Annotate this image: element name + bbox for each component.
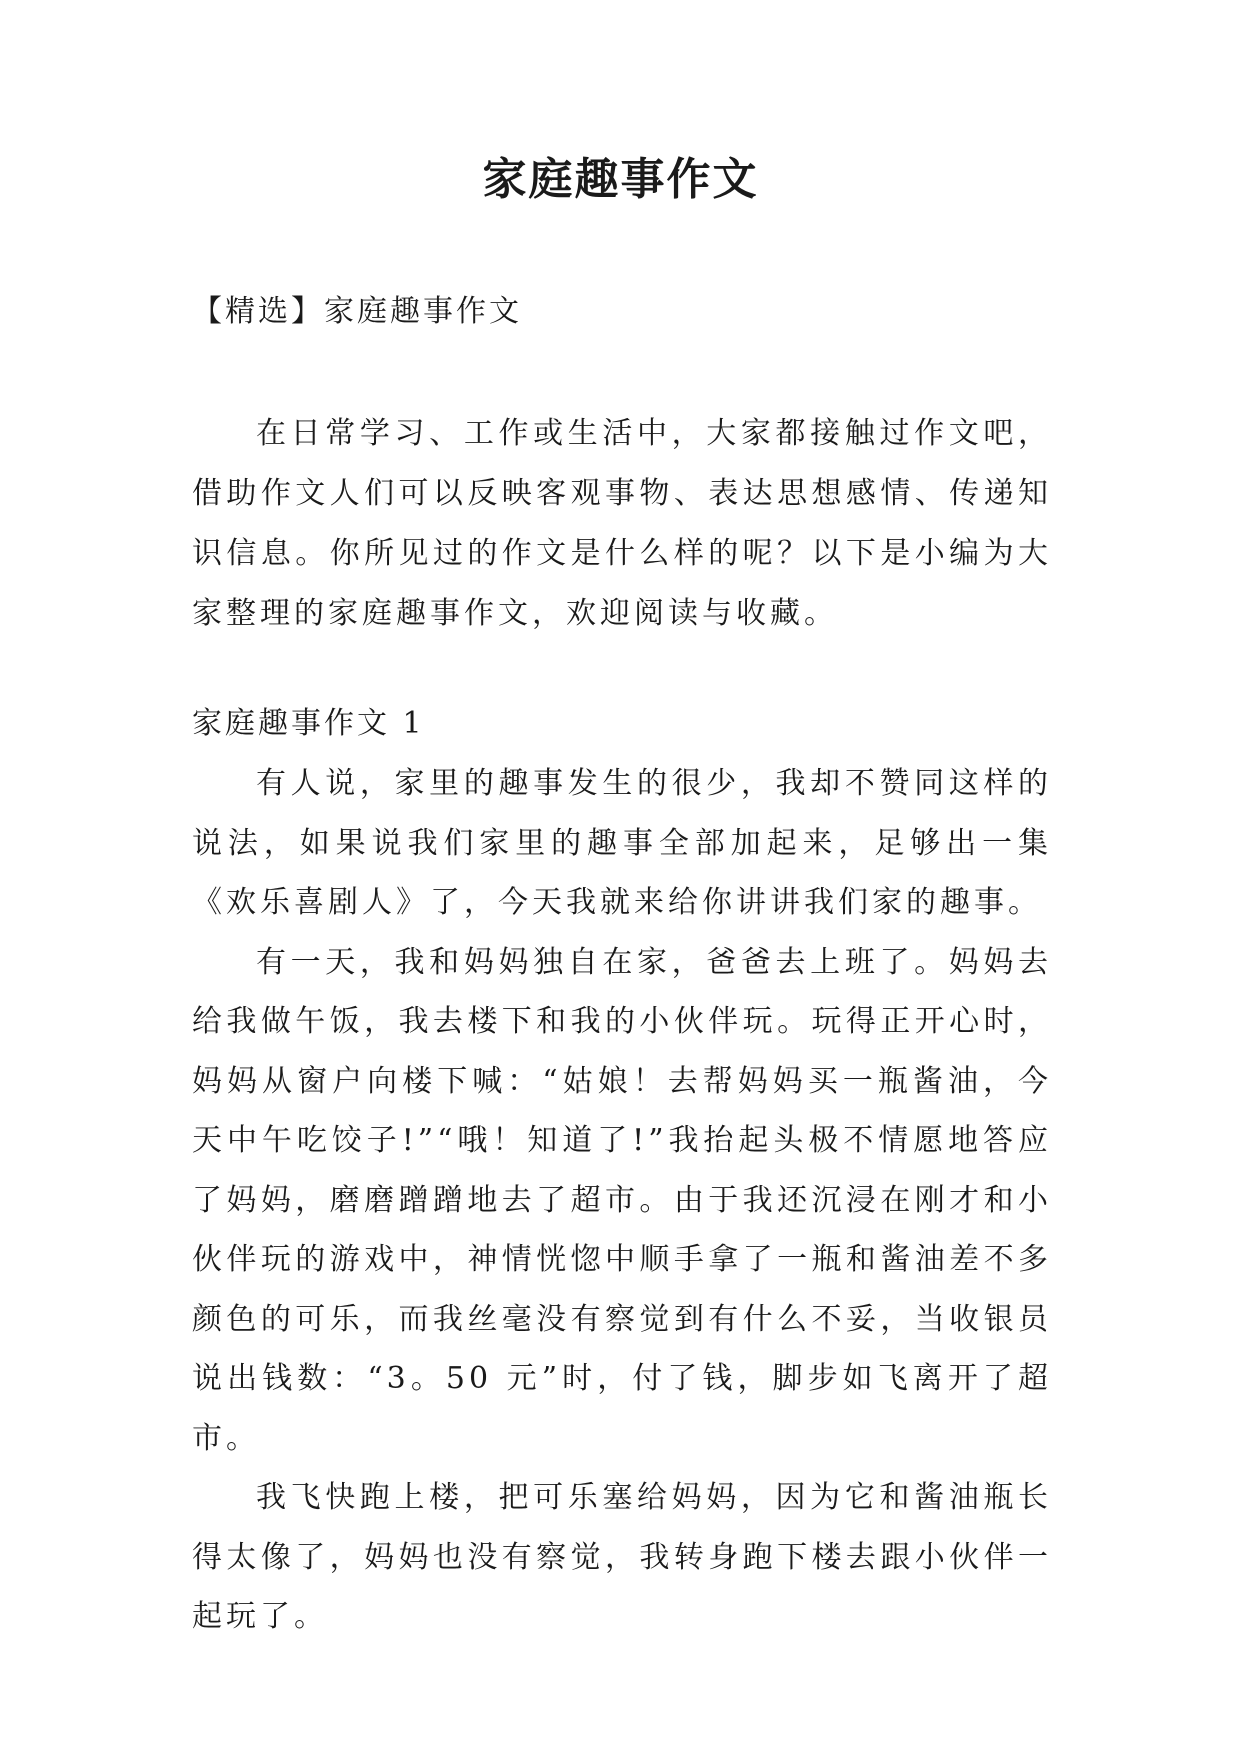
- intro-paragraph: 在日常学习、工作或生活中，大家都接触过作文吧，借助作文人们可以反映客观事物、表达思想感情、传递知识信息。你所见过的作文是什么样的呢？以下是小编为大家整理的家庭趣事作文，欢迎阅读与收藏。: [192, 416, 1052, 631]
- essay-paragraph-3: 我飞快跑上楼，把可乐塞给妈妈，因为它和酱油瓶长得太像了，妈妈也没有察觉，我转身跑下楼去跟小伙伴一起玩了。: [192, 1480, 1052, 1634]
- section-heading: 家庭趣事作文 1: [192, 706, 425, 741]
- essay-body: [192, 754, 1052, 1647]
- essay-paragraph-2: 有一天，我和妈妈独自在家，爸爸去上班了。妈妈去给我做午饭，我去楼下和我的小伙伴玩。玩得正开心时，妈妈从窗户向楼下喊：“姑娘！去帮妈妈买一瓶酱油，今天中午吃饺子!”“哦！知道了!”我抬起头极不情愿地答应了妈妈，磨磨蹭蹭地去了超市。由于我还沉浸在刚才和小伙伴玩的游戏中，神情恍惚中顺手拿了一瓶和酱油差不多颜色的可乐，而我丝毫没有察觉到有什么不妥，当收银员说出钱数：“3。50 元”时，付了钱，脚步如飞离开了超市。: [192, 944, 1052, 1456]
- document-title: 家庭趣事作文: [482, 154, 759, 205]
- essay-paragraph-1: 有人说，家里的趣事发生的很少，我却不赞同这样的说法，如果说我们家里的趣事全部加起来，足够出一集《欢乐喜剧人》了，今天我就来给你讲讲我们家的趣事。: [192, 766, 1052, 920]
- document-subtitle: 【精选】家庭趣事作文: [192, 294, 522, 329]
